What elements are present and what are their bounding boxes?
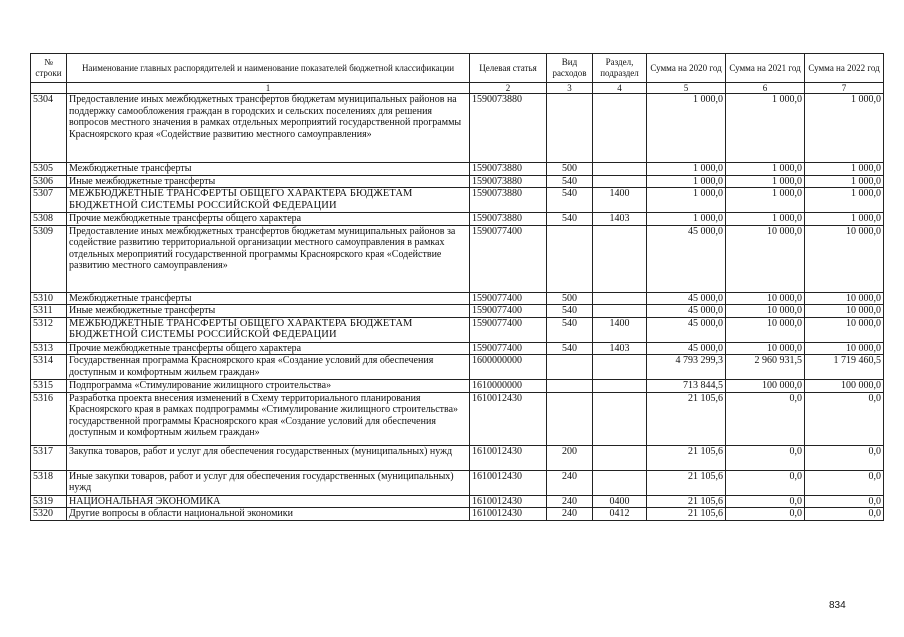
target-code: 1590073880: [470, 163, 547, 176]
section-code: 1400: [593, 188, 647, 213]
sum-2020: 713 844,5: [647, 380, 726, 393]
target-code: 1610012430: [470, 392, 547, 445]
table-row: [31, 392, 884, 445]
sum-2022: 0,0: [805, 495, 884, 508]
sum-2021: 1 000,0: [726, 188, 805, 213]
sum-2022: 1 000,0: [805, 213, 884, 226]
target-code: 1590077400: [470, 342, 547, 355]
table-row: [31, 495, 884, 508]
column-number: 6: [726, 83, 805, 94]
table-row: [31, 380, 884, 393]
target-code: 1600000000: [470, 355, 547, 380]
expense-type: [547, 225, 593, 292]
section-code: 1403: [593, 213, 647, 226]
column-number: 1: [67, 83, 470, 94]
sum-2021: 10 000,0: [726, 225, 805, 292]
row-number: 5312: [31, 317, 67, 342]
target-code: 1590073880: [470, 175, 547, 188]
expense-type: [547, 94, 593, 163]
budget-sheet: [30, 53, 884, 521]
section-code: [593, 445, 647, 470]
section-code: 0400: [593, 495, 647, 508]
sum-2021: 0,0: [726, 445, 805, 470]
section-code: 1403: [593, 342, 647, 355]
section-code: [593, 163, 647, 176]
column-number: 7: [805, 83, 884, 94]
target-code: 1590077400: [470, 317, 547, 342]
sum-2021: 1 000,0: [726, 213, 805, 226]
expense-type: 240: [547, 508, 593, 521]
expense-type: 540: [547, 188, 593, 213]
page-number: 834: [829, 600, 846, 611]
row-number: 5308: [31, 213, 67, 226]
target-code: 1590077400: [470, 305, 547, 318]
sum-2020: 45 000,0: [647, 342, 726, 355]
sum-2022: 1 719 460,5: [805, 355, 884, 380]
sum-2020: 45 000,0: [647, 225, 726, 292]
row-name: Прочие межбюджетные трансферты общего характера: [67, 342, 470, 355]
row-number: 5316: [31, 392, 67, 445]
table-row: [31, 508, 884, 521]
row-name: Предоставление иных межбюджетных трансфертов бюджетам муниципальных районов за содействие развитию территориальной организации местного самоуправления в рамках отдельных мероприятий государственной программы Красноярского края «Содействие развитию местного самоуправления»: [67, 225, 470, 292]
column-number: 4: [593, 83, 647, 94]
expense-type: 500: [547, 163, 593, 176]
sum-2022: 10 000,0: [805, 292, 884, 305]
sum-2022: 0,0: [805, 470, 884, 495]
sum-2021: 2 960 931,5: [726, 355, 805, 380]
sum-2020: 45 000,0: [647, 317, 726, 342]
row-name: Межбюджетные трансферты: [67, 292, 470, 305]
target-code: 1590073880: [470, 188, 547, 213]
sum-2020: 45 000,0: [647, 305, 726, 318]
column-number-row: [31, 83, 884, 94]
section-code: [593, 380, 647, 393]
sum-2022: 10 000,0: [805, 342, 884, 355]
sum-2021: 0,0: [726, 470, 805, 495]
expense-type: 500: [547, 292, 593, 305]
row-name: Разработка проекта внесения изменений в Схему территориального планирования Красноярского края в рамках подпрограммы «Стимулирование жилищного строительства» государственной программы Красноярского края «Создание условий для обеспечения доступным и комфортным жильем граждан»: [67, 392, 470, 445]
table-row: [31, 188, 884, 213]
section-code: [593, 392, 647, 445]
section-code: [593, 94, 647, 163]
sum-2020: 1 000,0: [647, 163, 726, 176]
expense-type: 540: [547, 342, 593, 355]
header-row: [31, 54, 884, 83]
row-number: 5318: [31, 470, 67, 495]
table-row: [31, 317, 884, 342]
expense-type: [547, 380, 593, 393]
sum-2022: 1 000,0: [805, 175, 884, 188]
row-number: 5307: [31, 188, 67, 213]
expense-type: 240: [547, 495, 593, 508]
expense-type: 240: [547, 470, 593, 495]
row-number: 5320: [31, 508, 67, 521]
header-target-code: Целевая статья: [470, 54, 547, 83]
section-code: [593, 175, 647, 188]
row-number: 5314: [31, 355, 67, 380]
row-name: Подпрограмма «Стимулирование жилищного строительства»: [67, 380, 470, 393]
sum-2021: 0,0: [726, 508, 805, 521]
target-code: 1610012430: [470, 445, 547, 470]
header-sum-2022: Сумма на 2022 год: [805, 54, 884, 83]
target-code: 1590073880: [470, 213, 547, 226]
sum-2022: 10 000,0: [805, 225, 884, 292]
sum-2020: 1 000,0: [647, 94, 726, 163]
table-row: [31, 94, 884, 163]
sum-2022: 0,0: [805, 392, 884, 445]
header-name: Наименование главных распорядителей и наименование показателей бюджетной классификации: [67, 54, 470, 83]
target-code: 1610012430: [470, 508, 547, 521]
table-row: [31, 292, 884, 305]
row-name: Иные межбюджетные трансферты: [67, 175, 470, 188]
target-code: 1610012430: [470, 470, 547, 495]
header-sum-2021: Сумма на 2021 год: [726, 54, 805, 83]
sum-2020: 21 105,6: [647, 470, 726, 495]
table-row: [31, 355, 884, 380]
row-number: 5317: [31, 445, 67, 470]
target-code: 1610012430: [470, 495, 547, 508]
expense-type: 540: [547, 175, 593, 188]
row-number: 5311: [31, 305, 67, 318]
section-code: 0412: [593, 508, 647, 521]
row-name: Прочие межбюджетные трансферты общего характера: [67, 213, 470, 226]
expense-type: [547, 392, 593, 445]
sum-2020: 4 793 299,3: [647, 355, 726, 380]
row-name: Предоставление иных межбюджетных трансфертов бюджетам муниципальных районов на поддержку самообложения граждан в городских и сельских поселениях для решения вопросов местного значения в рамках отдельных мероприятий государственной программы Красноярского края «Содействие развитию местного самоуправления»: [67, 94, 470, 163]
sum-2020: 21 105,6: [647, 495, 726, 508]
row-name: Другие вопросы в области национальной экономики: [67, 508, 470, 521]
table-row: [31, 163, 884, 176]
row-name: МЕЖБЮДЖЕТНЫЕ ТРАНСФЕРТЫ ОБЩЕГО ХАРАКТЕРА БЮДЖЕТАМ БЮДЖЕТНОЙ СИСТЕМЫ РОССИЙСКОЙ ФЕДЕРАЦИИ: [67, 317, 470, 342]
sum-2022: 100 000,0: [805, 380, 884, 393]
header-sum-2020: Сумма на 2020 год: [647, 54, 726, 83]
table-row: [31, 342, 884, 355]
header-expense-type: Вид расходов: [547, 54, 593, 83]
column-number: 5: [647, 83, 726, 94]
row-number: 5309: [31, 225, 67, 292]
table-row: [31, 445, 884, 470]
section-code: [593, 470, 647, 495]
header-row-number: № строки: [31, 54, 67, 83]
expense-type: 540: [547, 317, 593, 342]
sum-2022: 10 000,0: [805, 317, 884, 342]
table-row: [31, 470, 884, 495]
row-name: Государственная программа Красноярского края «Создание условий для обеспечения доступным и комфортным жильем граждан»: [67, 355, 470, 380]
sum-2022: 1 000,0: [805, 163, 884, 176]
expense-type: [547, 355, 593, 380]
column-number: [31, 83, 67, 94]
sum-2022: 1 000,0: [805, 188, 884, 213]
sum-2021: 10 000,0: [726, 305, 805, 318]
sum-2021: 1 000,0: [726, 175, 805, 188]
row-name: МЕЖБЮДЖЕТНЫЕ ТРАНСФЕРТЫ ОБЩЕГО ХАРАКТЕРА БЮДЖЕТАМ БЮДЖЕТНОЙ СИСТЕМЫ РОССИЙСКОЙ ФЕДЕРАЦИИ: [67, 188, 470, 213]
row-number: 5306: [31, 175, 67, 188]
expense-type: 540: [547, 213, 593, 226]
expense-type: 540: [547, 305, 593, 318]
sum-2022: 10 000,0: [805, 305, 884, 318]
expense-type: 200: [547, 445, 593, 470]
sum-2021: 1 000,0: [726, 163, 805, 176]
sum-2021: 0,0: [726, 392, 805, 445]
section-code: 1400: [593, 317, 647, 342]
sum-2020: 1 000,0: [647, 188, 726, 213]
target-code: 1590077400: [470, 225, 547, 292]
target-code: 1590077400: [470, 292, 547, 305]
target-code: 1610000000: [470, 380, 547, 393]
row-name: Закупка товаров, работ и услуг для обеспечения государственных (муниципальных) нужд: [67, 445, 470, 470]
header-section: Раздел, подраздел: [593, 54, 647, 83]
table-row: [31, 213, 884, 226]
row-name: Межбюджетные трансферты: [67, 163, 470, 176]
sum-2021: 100 000,0: [726, 380, 805, 393]
sum-2020: 21 105,6: [647, 445, 726, 470]
target-code: 1590073880: [470, 94, 547, 163]
table-row: [31, 305, 884, 318]
section-code: [593, 225, 647, 292]
row-name: НАЦИОНАЛЬНАЯ ЭКОНОМИКА: [67, 495, 470, 508]
table-row: [31, 225, 884, 292]
row-number: 5313: [31, 342, 67, 355]
row-name: Иные закупки товаров, работ и услуг для обеспечения государственных (муниципальных) нужд: [67, 470, 470, 495]
section-code: [593, 355, 647, 380]
sum-2022: 1 000,0: [805, 94, 884, 163]
column-number: 3: [547, 83, 593, 94]
sum-2020: 45 000,0: [647, 292, 726, 305]
section-code: [593, 292, 647, 305]
sum-2020: 1 000,0: [647, 175, 726, 188]
row-number: 5315: [31, 380, 67, 393]
sum-2020: 21 105,6: [647, 392, 726, 445]
sum-2021: 10 000,0: [726, 292, 805, 305]
sum-2021: 1 000,0: [726, 94, 805, 163]
budget-table: [30, 53, 884, 521]
row-number: 5305: [31, 163, 67, 176]
table-row: [31, 175, 884, 188]
sum-2022: 0,0: [805, 508, 884, 521]
sum-2021: 0,0: [726, 495, 805, 508]
row-name: Иные межбюджетные трансферты: [67, 305, 470, 318]
sum-2022: 0,0: [805, 445, 884, 470]
sum-2021: 10 000,0: [726, 317, 805, 342]
sum-2020: 1 000,0: [647, 213, 726, 226]
column-number: 2: [470, 83, 547, 94]
row-number: 5310: [31, 292, 67, 305]
row-number: 5304: [31, 94, 67, 163]
section-code: [593, 305, 647, 318]
sum-2021: 10 000,0: [726, 342, 805, 355]
sum-2020: 21 105,6: [647, 508, 726, 521]
row-number: 5319: [31, 495, 67, 508]
